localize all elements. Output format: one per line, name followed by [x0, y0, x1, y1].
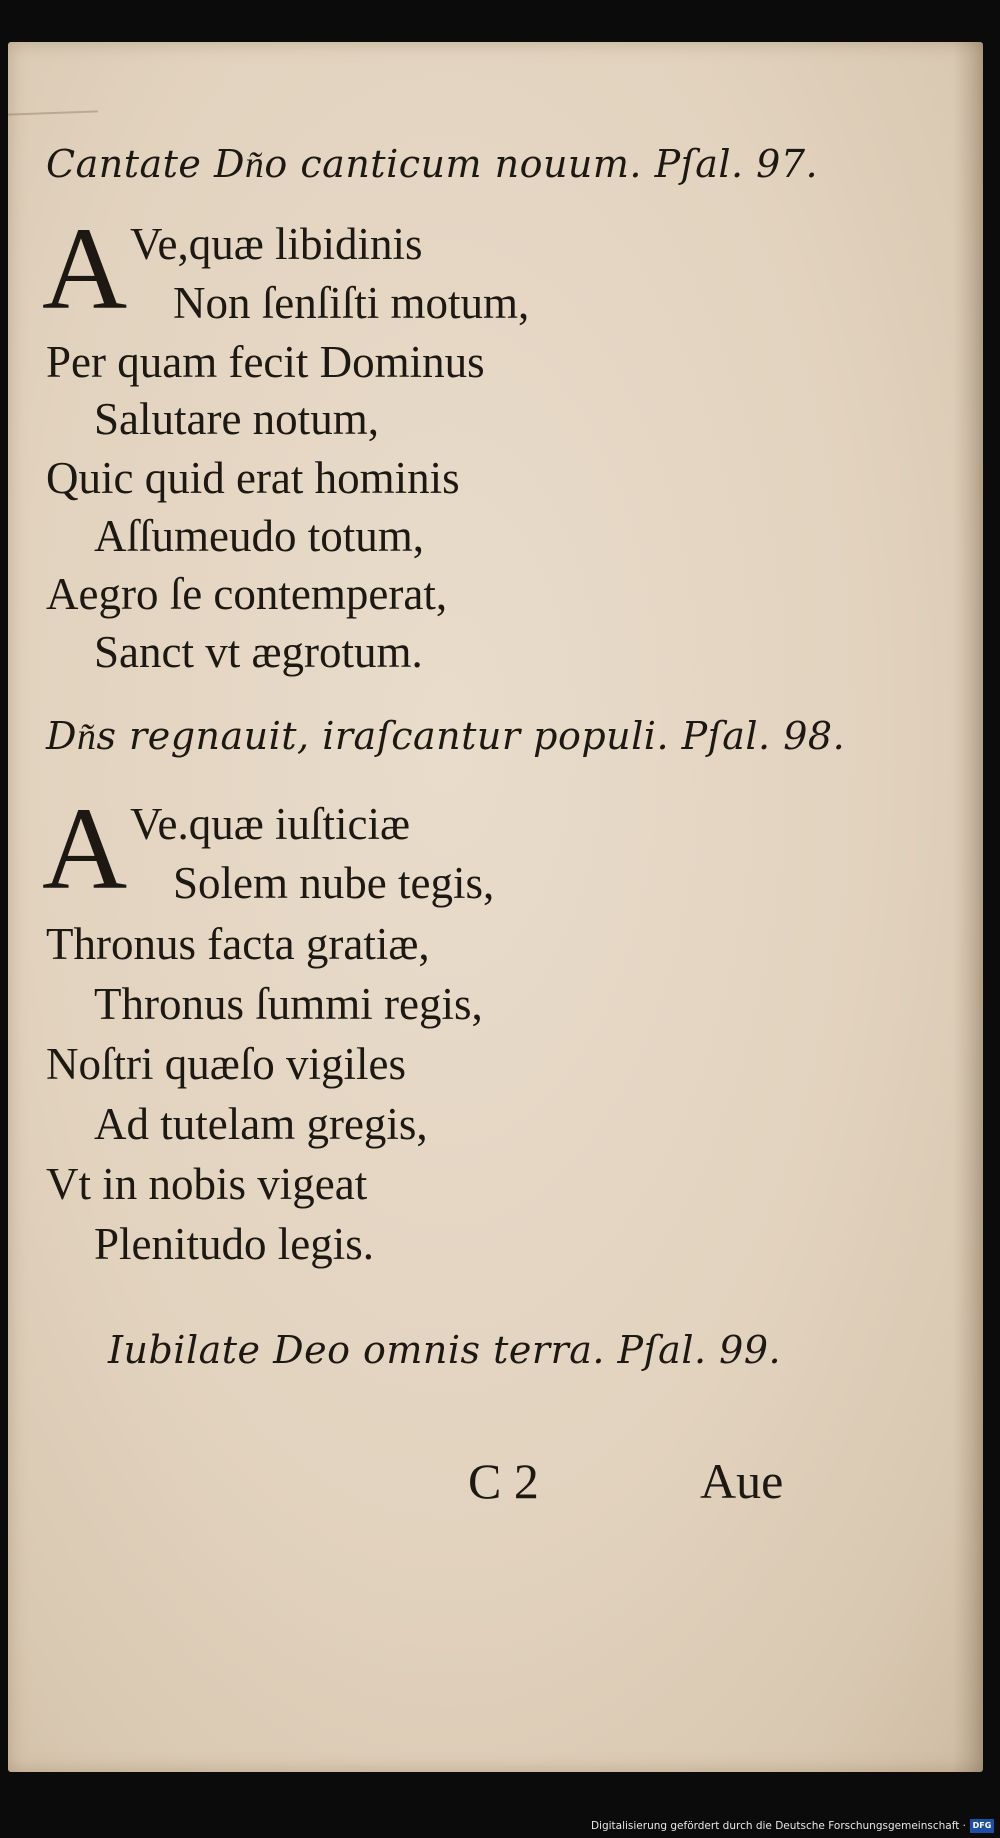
verse-line: Noſtri quæſo vigiles — [46, 1039, 406, 1089]
page-edge-shadow — [953, 42, 983, 1772]
verse-line: Sanct vt ægrotum. — [94, 627, 423, 677]
verse-line: Per quam fecit Dominus — [46, 337, 485, 387]
verse-line: Thronus facta gratiæ, — [46, 919, 430, 969]
verse-line: Ve,quæ libidinis — [130, 219, 423, 269]
psalm-heading-97: Cantate Dn͂o canticum nouum. Pſal. 97. — [46, 142, 819, 186]
verse-line: Quic quid erat hominis — [46, 453, 460, 503]
verse-line: Salutare notum, — [94, 394, 379, 444]
book-page — [8, 42, 983, 1772]
verse-line: Aegro ſe contemperat, — [46, 569, 448, 619]
verse-line: Vt in nobis vigeat — [46, 1159, 368, 1209]
verse-line: Ve.quæ iuſticiæ — [130, 799, 410, 849]
digitization-credit: Digitalisierung gefördert durch die Deutsche Forschungsgemeinschaft · — [590, 1820, 966, 1832]
verse-line: Plenitudo legis. — [94, 1219, 374, 1269]
verse-line: Ad tutelam gregis, — [94, 1099, 428, 1149]
credit-bar — [0, 1808, 1000, 1838]
drop-cap-initial: A — [42, 783, 128, 914]
dfg-logo: DFG — [970, 1819, 994, 1833]
verse-line: Thronus ſummi regis, — [94, 979, 483, 1029]
drop-cap-initial: A — [42, 203, 128, 334]
verse-line: Aſſumeudo totum, — [94, 511, 424, 561]
catchword: Aue — [700, 1453, 784, 1509]
verse-line: Non ſenſiſti motum, — [173, 278, 530, 328]
psalm-heading-98: Dn͂s regnauit, iraſcantur populi. Pſal. 98. — [46, 714, 846, 758]
psalm-heading-99: Iubilate Deo omnis terra. Pſal. 99. — [108, 1328, 782, 1372]
signature-mark: C 2 — [468, 1453, 539, 1509]
verse-line: Solem nube tegis, — [173, 858, 495, 908]
page-crease — [8, 110, 98, 115]
